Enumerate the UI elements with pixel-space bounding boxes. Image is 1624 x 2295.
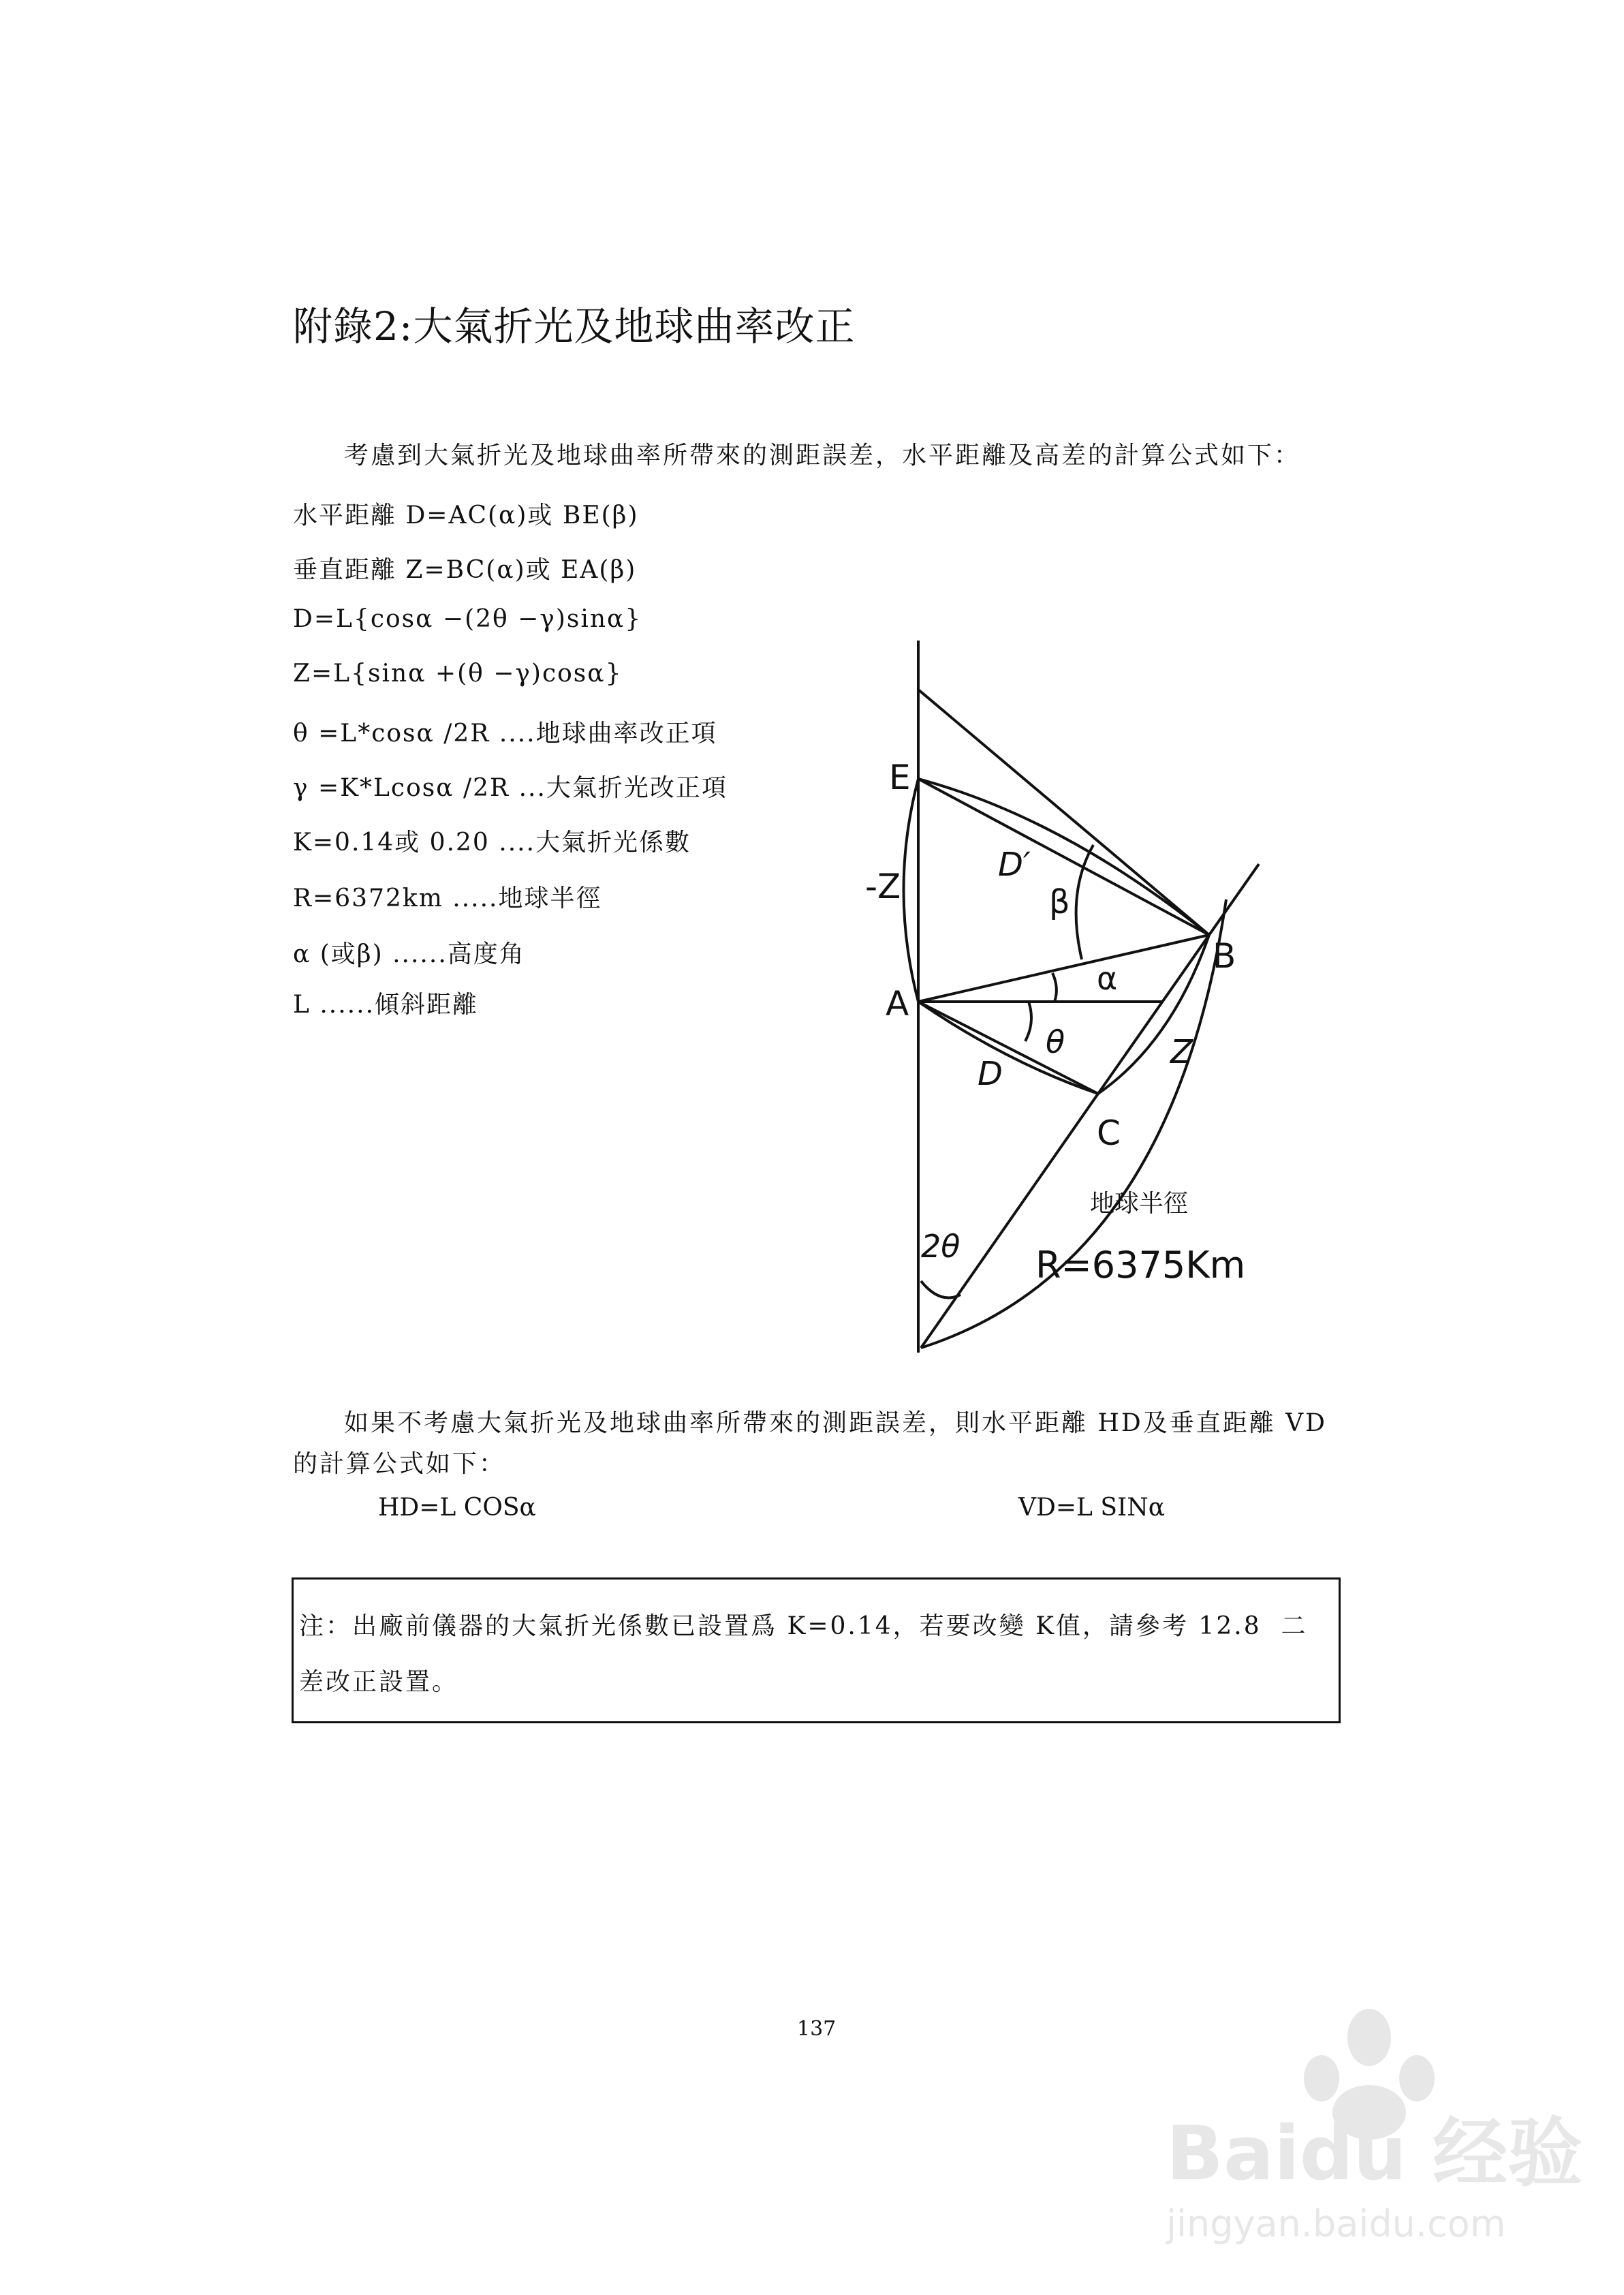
note-line-1: 注：出廠前儀器的大氣折光係數已設置爲 K=0.14，若要改變 K值，請參考 12.8 二: [299, 1612, 1308, 1640]
label-d: D: [978, 1055, 1003, 1093]
formula-line: Z=L{sinα +(θ −γ)cosα}: [293, 660, 623, 688]
label-minus-z: -Z: [865, 867, 901, 906]
formula-line: 垂直距離 Z=BC(α)或 EA(β): [293, 556, 637, 584]
paragraph-2-line-2: 的計算公式如下：: [293, 1450, 506, 1478]
label-b: B: [1213, 936, 1236, 976]
formula-line: α (或β) ......高度角: [293, 940, 525, 968]
formula-line: R=6372km .....地球半徑: [293, 884, 602, 912]
formula-line: D=L{cosα −(2θ −γ)sinα}: [293, 605, 642, 633]
vd-formula: VD=L SINα: [1018, 1494, 1166, 1522]
formula-line: K=0.14或 0.20 ....大氣折光係數: [293, 829, 691, 857]
paragraph-2-line-1: 如果不考慮大氣折光及地球曲率所帶來的測距誤差，則水平距離 HD及垂直距離 VD: [344, 1409, 1328, 1437]
watermark-url: jingyan.baidu.com: [1166, 2202, 1506, 2245]
page-number: 137: [797, 2017, 837, 2041]
label-two-theta: 2θ: [921, 1228, 961, 1265]
formula-line: θ =L*cosα /2R ....地球曲率改正項: [293, 720, 717, 748]
formula-line: 水平距離 D=AC(α)或 BE(β): [293, 502, 639, 529]
label-theta: θ: [1046, 1023, 1065, 1060]
label-beta: β: [1049, 883, 1070, 921]
note-line-2: 差改正設置。: [299, 1668, 459, 1696]
label-c: C: [1097, 1113, 1121, 1153]
note-box: [292, 1577, 1341, 1723]
watermark-brand: Baidu 经验: [1166, 2110, 1583, 2197]
radius-caption: 地球半徑: [1090, 1190, 1189, 1218]
hd-formula: HD=L COSα: [378, 1494, 536, 1522]
label-alpha: α: [1097, 960, 1118, 997]
label-z: Z: [1170, 1033, 1193, 1071]
formula-line: γ =K*Lcosα /2R ...大氣折光改正項: [293, 774, 728, 802]
label-e: E: [889, 758, 911, 797]
intro-paragraph: 考慮到大氣折光及地球曲率所帶來的測距誤差，水平距離及高差的計算公式如下：: [344, 442, 1301, 469]
page-title: 附錄2:大氣折光及地球曲率改正: [293, 303, 856, 350]
label-a: A: [886, 984, 909, 1023]
formula-line: L ......傾斜距離: [293, 991, 479, 1019]
label-d-prime: D′: [998, 846, 1031, 884]
baidu-watermark: [1166, 2009, 1582, 2245]
radius-value: R=6375Km: [1035, 1244, 1246, 1287]
